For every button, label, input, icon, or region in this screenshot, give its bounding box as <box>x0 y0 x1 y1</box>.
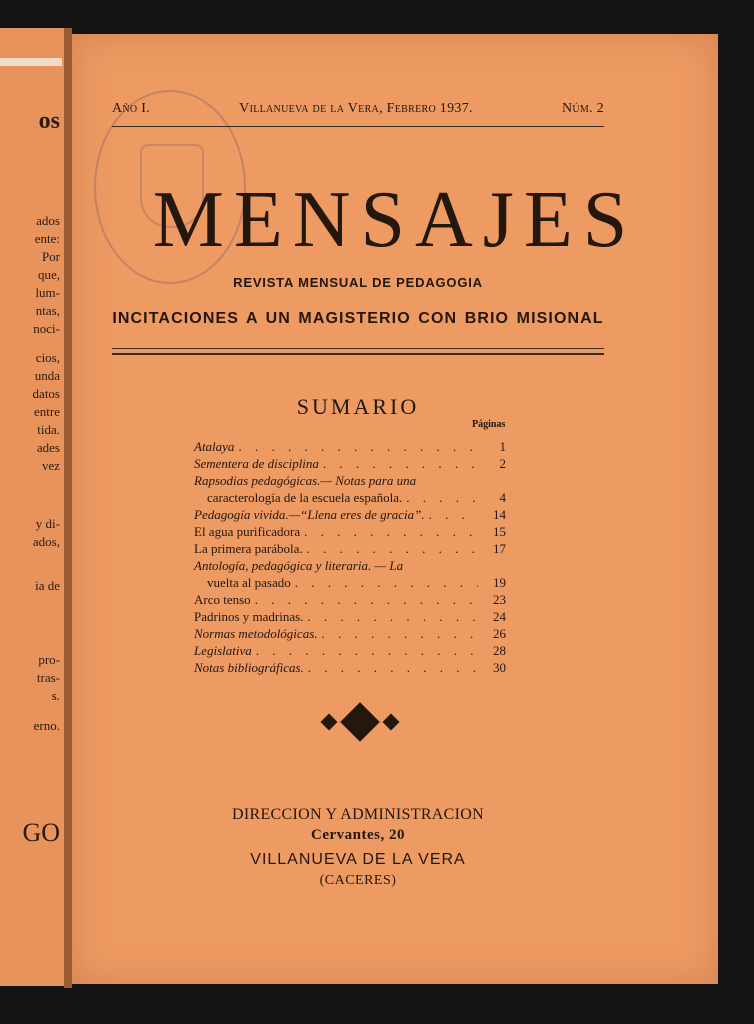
issue-number: Núm. 2 <box>561 101 604 116</box>
left-page-fragment: unda <box>34 368 60 383</box>
toc-entry-page: 17 <box>493 541 506 556</box>
left-page-fragment: entre <box>34 404 60 419</box>
toc-entry-page: 19 <box>493 575 506 590</box>
left-page <box>0 28 66 986</box>
toc-entry <box>194 625 506 642</box>
leader-dots <box>295 574 478 591</box>
leader-dots <box>307 608 478 625</box>
toc-entry <box>194 642 506 659</box>
toc-entry-page: 26 <box>493 626 506 641</box>
left-page-fragment: ades <box>36 440 60 455</box>
left-page-fragment: noci- <box>33 321 60 336</box>
toc-entry <box>194 472 506 506</box>
left-page-fragment: tida. <box>37 422 60 437</box>
left-page-fragment: cios, <box>35 350 60 365</box>
left-page-fragment: ente: <box>34 231 60 246</box>
left-page-fragment: vez <box>41 458 60 473</box>
issue-header <box>112 101 604 117</box>
left-page-fragment: tras- <box>36 670 60 685</box>
toc-entry-page: 15 <box>493 524 506 539</box>
left-page-fragment: y di- <box>35 516 60 531</box>
double-rule <box>112 348 604 355</box>
toc-entry-page: 1 <box>499 439 506 454</box>
leader-dots <box>255 591 478 608</box>
toc-entry-title: Legislativa <box>194 643 252 658</box>
toc-entry-title: Antología, pedagógica y literaria. — La <box>194 558 404 573</box>
footer-address: Cervantes, 20 <box>311 827 405 843</box>
left-page-fragment: ados <box>36 213 60 228</box>
toc-entry-title: El agua purificadora <box>194 524 301 539</box>
left-page-fragment: ntas, <box>35 303 60 318</box>
toc-entry-page: 2 <box>499 456 506 471</box>
toc-entry-page: 24 <box>493 609 506 624</box>
left-page-fragment: s. <box>51 688 60 703</box>
toc-entry-title: Atalaya <box>194 439 235 454</box>
magazine-subtitle: REVISTA MENSUAL DE PEDAGOGIA <box>233 275 483 290</box>
leader-dots <box>308 659 478 676</box>
diamond-ornament-icon <box>318 702 402 742</box>
left-page-fragment: pro- <box>38 652 60 667</box>
toc-entry-title: Pedagogía vivida.—“Llena eres de gracia”. <box>194 507 425 522</box>
toc-entry-page: 23 <box>493 592 506 607</box>
leader-dots <box>307 540 478 557</box>
toc-entry <box>194 438 506 455</box>
leader-dots <box>238 438 478 455</box>
toc-entry-continuation: vuelta al pasado <box>207 575 291 590</box>
left-page-fragment: ados, <box>32 534 60 549</box>
toc-entry-page: 14 <box>493 507 506 522</box>
left-page-fragment: erno. <box>33 718 60 733</box>
footer-province: (CACERES) <box>319 873 397 888</box>
summary-heading: SUMARIO <box>296 394 420 419</box>
toc-entry <box>194 608 506 625</box>
toc-entry <box>194 659 506 676</box>
left-page-fragment: os <box>38 108 60 134</box>
leader-dots <box>256 642 478 659</box>
toc-entry-title: Normas metodológicas. <box>194 626 318 641</box>
leader-dots <box>323 455 478 472</box>
toc-entry <box>194 591 506 608</box>
left-page-fragment: Por <box>41 249 60 264</box>
leader-dots <box>304 523 478 540</box>
left-page-fragment: lum- <box>35 285 60 300</box>
left-page-fragment: GO <box>22 818 60 847</box>
toc-entry-title: Sementera de disciplina <box>194 456 319 471</box>
magazine-cover <box>72 34 718 984</box>
leader-dots <box>406 489 478 506</box>
toc-entry-title: Rapsodias pedagógicas.— Notas para una <box>194 473 417 488</box>
table-of-contents <box>194 438 506 676</box>
left-page-fragment: que, <box>37 267 60 282</box>
pages-label: Páginas <box>472 419 506 430</box>
toc-entry <box>194 540 506 557</box>
issue-place-date: Villanueva de la Vera, Febrero 1937. <box>239 101 473 116</box>
toc-entry-title: Arco tenso <box>194 592 251 607</box>
toc-entry <box>194 557 506 591</box>
left-page-fragment: datos <box>32 386 60 401</box>
toc-entry <box>194 523 506 540</box>
toc-entry <box>194 506 506 523</box>
toc-entry-page: 30 <box>493 660 506 675</box>
toc-entry-title: La primera parábola. <box>194 541 303 556</box>
footer-direction: DIRECCION Y ADMINISTRACION <box>232 806 484 823</box>
magazine-tagline: INCITACIONES A UN MAGISTERIO CON BRIO MISIONAL <box>112 310 604 327</box>
issue-year: Año I. <box>112 101 151 116</box>
leader-dots <box>429 506 478 523</box>
toc-entry-continuation: caracterología de la escuela española. <box>207 490 403 505</box>
toc-entry-title: Notas bibliográficas. <box>194 660 304 675</box>
book-spine <box>64 28 72 988</box>
leader-dots <box>322 625 479 642</box>
toc-entry <box>194 455 506 472</box>
toc-entry-page: 4 <box>499 490 506 505</box>
header-rule <box>112 126 604 127</box>
toc-entry-page: 28 <box>493 643 506 658</box>
toc-entry-title: Padrinos y madrinas. <box>194 609 304 624</box>
page-edge <box>0 58 62 66</box>
magazine-title: MENSAJES <box>152 176 638 264</box>
left-page-fragment: ia de <box>35 578 60 593</box>
footer-town: VILLANUEVA DE LA VERA <box>250 851 466 868</box>
